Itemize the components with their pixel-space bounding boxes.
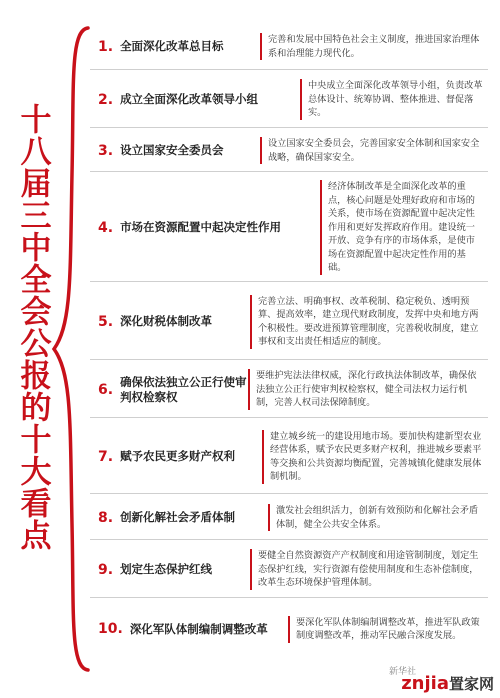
item-title: 确保依法独立公正行使审判权检察权 (120, 374, 247, 404)
item-label (98, 542, 253, 597)
item-description: 设立国家安全委员会，完善国家安全体制和国家安全战略，确保国家安全。 (260, 137, 484, 164)
list-item-2 (90, 72, 488, 128)
item-description: 完善和发展中国特色社会主义制度，推进国家治理体系和治理能力现代化。 (260, 33, 484, 60)
item-number: 8. (98, 509, 114, 526)
item-description: 要深化军队体制编制调整改革，推进军队政策制度调整改革，推动军民融合深度发展。 (288, 616, 484, 643)
watermark-site-name: 置家网 (448, 675, 494, 693)
item-description: 经济体制改革是全面深化改革的重点，核心问题是处理好政府和市场的关系，使市场在资源配置中起决定性作用和更好发挥政府作用。建设统一开放、竞争有序的市场体系，是使市场在资源配置中起决定性作用的基础。 (320, 180, 484, 275)
item-description: 激发社会组织活力，创新有效预防和化解社会矛盾体制，健全公共安全体系。 (268, 504, 484, 531)
curly-brace-decoration (48, 24, 92, 674)
item-title: 深化军队体制编制调整改革 (129, 621, 268, 636)
vertical-title: 十八届三中全会公报的十大看点 (14, 103, 51, 551)
list-item-5 (90, 284, 488, 360)
item-label (98, 284, 258, 359)
item-description-box (260, 130, 484, 171)
item-title: 划定生态保护红线 (120, 562, 213, 576)
item-number: 6. (98, 381, 114, 398)
list-item-8 (90, 496, 488, 540)
item-description-box (262, 420, 484, 493)
item-number: 1. (98, 38, 114, 55)
item-label (98, 24, 258, 69)
item-number: 9. (98, 561, 114, 578)
item-title: 全面深化改革总目标 (120, 39, 224, 53)
item-description: 要健全自然资源资产产权制度和用途管制制度，划定生态保护红线，实行资源有偿使用制度和生态补偿制度，改革生态环境保护管理体制。 (250, 549, 484, 590)
item-number: 7. (98, 448, 114, 465)
list-item-3 (90, 130, 488, 172)
item-title: 创新化解社会矛盾体制 (120, 510, 236, 524)
item-description-box (300, 72, 484, 127)
item-label (98, 600, 298, 658)
item-description-box (288, 600, 484, 658)
item-label (98, 72, 308, 127)
watermark-logo-text: znjia (401, 673, 449, 694)
item-number: 5. (98, 313, 114, 330)
item-label (98, 362, 258, 417)
list-item-7 (90, 420, 488, 494)
item-title: 深化财税体制改革 (120, 314, 213, 328)
source-credit: 新华社 (388, 667, 416, 677)
item-description-box (250, 284, 484, 359)
item-number: 3. (98, 142, 114, 159)
item-number: 2. (98, 91, 114, 108)
item-title: 赋予农民更多财产权利 (120, 449, 236, 463)
item-description-box (250, 542, 484, 597)
list-item-4 (90, 174, 488, 282)
list-item-1 (90, 24, 488, 70)
item-title: 市场在资源配置中起决定性作用 (120, 220, 282, 234)
list-item-9 (90, 542, 488, 598)
item-description: 要维护宪法法律权威，深化行政执法体制改革，确保依法独立公正行使审判权检察权，健全司法权力运行机制，完善人权司法保障制度。 (248, 369, 484, 410)
item-description: 建立城乡统一的建设用地市场。要加快构建新型农业经营体系，赋予农民更多财产权利，推进城乡要素平等交换和公共资源均衡配置，完善城镇化健康发展体制机制。 (262, 430, 484, 484)
item-number: 4. (98, 219, 114, 236)
site-watermark (401, 673, 494, 694)
item-label (98, 174, 328, 281)
item-label (98, 130, 258, 171)
list-item-10 (90, 600, 488, 658)
item-description-box (320, 174, 484, 281)
list-item-6 (90, 362, 488, 418)
item-label (98, 420, 273, 493)
item-description-box (260, 24, 484, 69)
item-label (98, 496, 278, 539)
item-description-box (248, 362, 484, 417)
item-description: 中央成立全面深化改革领导小组，负责改革总体设计、统筹协调、整体推进、督促落实。 (300, 79, 484, 120)
item-title: 成立全面深化改革领导小组 (120, 92, 259, 106)
item-description-box (268, 496, 484, 539)
item-number: 10. (98, 621, 123, 637)
item-description: 完善立法、明确事权、改革税制、稳定税负、透明预算、提高效率，建立现代财政制度，发挥中央和地方两个积极性。要改进预算管理制度，完善税收制度，建立事权和支出责任相适应的制度。 (250, 295, 484, 349)
item-title: 设立国家安全委员会 (120, 143, 224, 157)
